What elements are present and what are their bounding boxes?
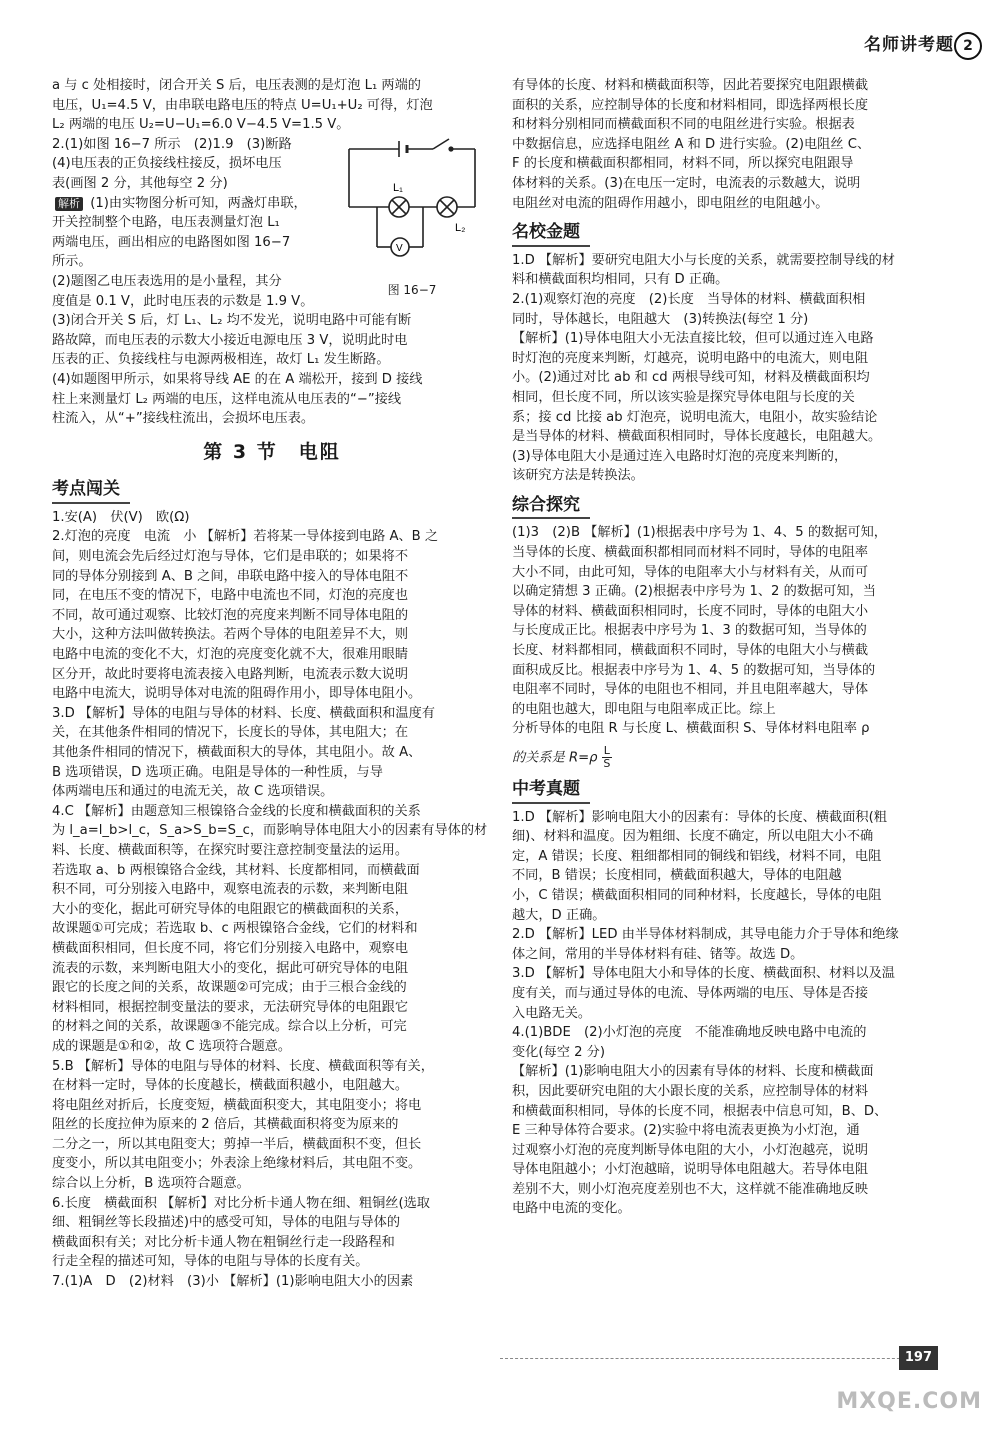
mingxiao-line: 时灯泡的亮度来判断，灯越亮，说明电路中的电流大，则电阻 [512, 350, 869, 366]
zonghe-line: 导体的材料、横截面积相同时，长度不同时，导体的电阻大小 [512, 603, 869, 619]
answer-line: 跟它的长度之间的关系，故课题②可完成；由于三根合金线的 [52, 980, 407, 996]
q2-analysis-line: 压表的正、负接线柱与电源两极相连，故灯 L₁ 发生断路。 [52, 352, 390, 368]
answer-line: 细、粗铜丝等长段描述)中的感受可知，导体的电阻与导体的 [52, 1215, 401, 1231]
mingxiao-line: 料和横截面积均相同，只有 D 正确。 [512, 272, 729, 288]
answer-line: 在材料一定时，导体的长度越长，横截面积越小，电阻越大。 [52, 1078, 409, 1094]
answer-line: 3.D 【解析】导体的电阻与导体的材料、长度、横截面积和温度有 [52, 705, 435, 721]
answer-line: 间，则电流会先后经过灯泡与导体，它们是串联的；如果将不 [52, 549, 409, 565]
answer-line: 横截面积相同，但长度不同，将它们分别接入电路中，观察电 [52, 940, 409, 956]
zhongkao-answers [512, 808, 942, 1219]
zonghe-line: 当导体的长度、横截面积都相同而材料不同时，导体的电阻率 [512, 545, 869, 561]
zhongkao-line: 差别不大，则小灯泡亮度差别也不大，这样就不能准确地反映 [512, 1181, 869, 1197]
answer-line: 7.(1)A D (2)材料 (3)小 【解析】(1)影响电阻大小的因素 [52, 1274, 414, 1290]
continued-block [512, 76, 942, 213]
q2-line: 2.(1)如图 16−7 所示 (2)1.9 (3)断路 [52, 136, 292, 152]
continued-line: 面积的关系，应控制导体的长度和材料相同，即选择两根长度 [512, 97, 869, 113]
intro-line: 电压，U₁=4.5 V，由串联电路电压的特点 U=U₁+U₂ 可得，灯泡 [52, 97, 433, 113]
answer-line: 流表的示数，来判断电阻大小的变化，据此可研究导体的电阻 [52, 960, 409, 976]
zhongkao-line: 体之间，常用的半导体材料有硅、锗等。故选 D。 [512, 946, 804, 962]
answer-line: 同，在电压不变的情况下，电路中电流也不同，灯泡的亮度也 [52, 588, 409, 604]
circuit-figure [332, 135, 492, 301]
brand-logo-icon: 2 [954, 32, 982, 60]
mingxiao-line: 小。(2)通过对比 ab 和 cd 两根导线可知，材料及横截面积均 [512, 370, 870, 386]
intro-line: L₂ 两端的电压 U₂=U−U₁=6.0 V−4.5 V=1.5 V。 [52, 117, 350, 133]
zhongkao-line: 【解析】(1)影响电阻大小的因素有导体的材料、长度和横截面 [512, 1064, 874, 1080]
mingxiao-line: 是当导体的材料、横截面积相同时，导体长度越长，电阻越大。 [512, 429, 882, 445]
answer-line: 成的课题是①和②，故 C 选项符合题意。 [52, 1038, 292, 1054]
figure-label-l1: L₁ [393, 181, 403, 194]
page-header [0, 0, 1000, 70]
answer-line: 关，在其他条件相同的情况下，长度长的导体，其电阻大；在 [52, 725, 409, 741]
zhongkao-line: 不同，B 错误；长度相同，横截面积越大，导体的电阻越 [512, 868, 842, 884]
zonghe-line: 与长度成正比。根据表中序号为 1、3 的数据可知，当导体的 [512, 623, 867, 639]
right-column [512, 76, 942, 1219]
formula-line [512, 745, 942, 770]
answer-line: 1.安(A) 伏(V) 欧(Ω) [52, 509, 190, 525]
answer-line: 二分之一，所以其电阻变大；剪掉一半后，横截面积不变，但长 [52, 1136, 422, 1152]
continued-line: 电阻丝对电流的阻碍作用越小，即电阻丝的电阻越小。 [512, 195, 829, 211]
mingxiao-answers [512, 251, 942, 486]
watermark: MXQE.COM [836, 1389, 982, 1414]
continued-line: F 的长度和横截面积都相同，材料不同，所以探究电阻跟导 [512, 156, 854, 172]
category-zhongkao: 中考真题 [512, 778, 590, 804]
mingxiao-line: 相同，但长度不同，所以该实验是探究导体电阻与长度的关 [512, 389, 855, 405]
answer-line: 同的导体分别接到 A、B 之间，串联电路中接入的导体电阻不 [52, 568, 409, 584]
answer-line: 若选取 a、b 两根镍铬合金线，其材料、长度都相同，而横截面 [52, 862, 420, 878]
zonghe-line: 面积成反比。根据表中序号为 1、4、5 的数据可知，当导体的 [512, 662, 876, 678]
zhongkao-line: 入电路无关。 [512, 1005, 592, 1021]
mingxiao-line: 该研究方法是转换法。 [512, 468, 644, 484]
mingxiao-line: 2.(1)观察灯泡的亮度 (2)长度 当导体的材料、横截面积相 [512, 291, 866, 307]
mingxiao-line: 【解析】(1)导体电阻大小无法直接比较，但可以通过连入电路 [512, 331, 874, 347]
q2-analysis-line: (3)闭合开关 S 后，灯 L₁、L₂ 均不发光，说明电路中可能有断 [52, 313, 412, 329]
answer-line: 综合以上分析，B 选项符合题意。 [52, 1176, 250, 1192]
formula-denominator: S [603, 757, 611, 770]
circuit-diagram-icon [337, 135, 487, 275]
zhongkao-line: 变化(每空 2 分) [512, 1044, 606, 1060]
zhongkao-line: 定，A 错误；长度、粗细都相同的铜线和铝线，材料不同，电阻 [512, 848, 882, 864]
q2-analysis-line: 柱上来测量灯 L₂ 两端的电压，这样电流从电压表的“−”接线 [52, 391, 402, 407]
zhongkao-line: 小，C 错误；横截面积相同的同种材料，长度越长，导体的电阻 [512, 887, 882, 903]
mingxiao-line: 系；接 cd 比接 ab 灯泡亮，说明电流大，电阻小，故实验结论 [512, 409, 878, 425]
answer-line: 电路中电流的变化不大，灯泡的亮度变化就不大，很难用眼睛 [52, 647, 409, 663]
zhongkao-line: E 三种导体符合要求。(2)实验中将电流表更换为小灯泡，通 [512, 1123, 860, 1139]
zhongkao-line: 4.(1)BDE (2)小灯泡的亮度 不能准确地反映电路中电流的 [512, 1025, 867, 1041]
intro-line: a 与 c 处相接时，闭合开关 S 后，电压表测的是灯泡 L₁ 两端的 [52, 78, 421, 93]
figure-label-l2: L₂ [455, 221, 466, 234]
mingxiao-line: (3)导体电阻大小是通过连入电路时灯泡的亮度来判断的， [512, 448, 848, 464]
zhongkao-line: 越大，D 正确。 [512, 907, 606, 923]
category-kaodian: 考点闯关 [52, 478, 130, 504]
zhongkao-line: 3.D 【解析】导体电阻大小和导体的长度、横截面积、材料以及温 [512, 966, 895, 982]
zhongkao-line: 导体电阻越小；小灯泡越暗，说明导体电阻越大。若导体电阻 [512, 1162, 869, 1178]
intro-block [52, 76, 492, 135]
answer-line: 料、长度、横截面积等，在探究时要注意控制变量法的运用。 [52, 842, 409, 858]
q2-analysis-line: 路故障，而电压表的示数大小接近电源电压 3 V，说明此时电 [52, 332, 408, 348]
mingxiao-line: 同时，导体越长，电阻越大 (3)转换法(每空 1 分) [512, 311, 809, 327]
q2-analysis-line: (2)题图乙电压表选用的是小量程，其分 [52, 273, 282, 289]
zonghe-line: (1)3 (2)B 【解析】(1)根据表中序号为 1、4、5 的数据可知， [512, 525, 887, 541]
figure-caption: 图 16−7 [387, 283, 437, 298]
answer-line: 度变小，所以其电阻变小；外表涂上绝缘材料后，其电阻不变。 [52, 1156, 422, 1172]
answer-line: 其他条件相同的情况下，横截面积大的导体，其电阻小。故 A、 [52, 745, 422, 760]
continued-line: 有导体的长度、材料和横截面积等，因此若要探究电阻跟横截 [512, 78, 869, 93]
zhongkao-line: 细)、材料和温度。因为粗细、长度不确定，所以电阻大小不确 [512, 829, 874, 845]
answer-line: 不同，故可通过观察、比较灯泡的亮度来判断不同导体电阻的 [52, 607, 409, 623]
answer-line: 4.C 【解析】由题意知三根镍铬合金线的长度和横截面积的关系 [52, 803, 421, 819]
answer-line: 的材料之间的关系，故课题③不能完成。综合以上分析，可完 [52, 1019, 407, 1035]
zonghe-line: 的电阻也越大，即电阻与电阻率成正比。综上 [512, 701, 776, 717]
section-title: 第 3 节 电阻 [203, 440, 341, 463]
answer-line: 故课题①可完成；若选取 b、c 两根镍铬合金线，它们的材料和 [52, 921, 418, 937]
q2-analysis-line: 所示。 [52, 254, 92, 270]
zhongkao-line: 电路中电流的变化。 [512, 1201, 631, 1217]
answer-line: 大小，这种方法叫做转换法。若两个导体的电阻差异不大，则 [52, 627, 409, 643]
q2-analysis-line: (1)由实物图分析可知，两盏灯串联， [90, 195, 307, 211]
continued-line: 和材料分别相同而横截面积不同的电阻丝进行实验。根据表 [512, 117, 855, 133]
answer-line: 大小的变化，据此可研究导体的电阻跟它的横截面积的关系， [52, 901, 409, 917]
q2-analysis-line: (4)如题图甲所示，如果将导线 AE 的在 A 端松开，接到 D 接线 [52, 371, 423, 387]
brand-title: 名师讲考题 [864, 35, 954, 55]
zhongkao-line: 积，因此要研究电阻的大小跟长度的关系，应控制导体的材料 [512, 1083, 869, 1099]
zhongkao-line: 过观察小灯泡的亮度判断导体电阻的大小，小灯泡越亮，说明 [512, 1142, 869, 1158]
zonghe-answers [512, 523, 942, 739]
q2-analysis-line: 柱流入，从“+”接线柱流出，会损坏电压表。 [52, 411, 315, 427]
q2-line: 表(画图 2 分，其他每空 2 分) [52, 175, 228, 191]
category-zonghe: 综合探究 [512, 494, 590, 520]
figure-label-v: V [396, 242, 403, 254]
footer-rule [500, 1358, 920, 1359]
page-number: 197 [899, 1346, 938, 1370]
answer-line: 电路中电流大，说明导体对电流的阻碍作用小，即导体电阻小。 [52, 686, 422, 702]
zonghe-line: 大小不同，由此可知，导体的电阻率大小与材料有关，从而可 [512, 564, 869, 580]
continued-line: 中数据信息，应选择电阻丝 A 和 D 进行实验。(2)电阻丝 C、 [512, 136, 871, 152]
answer-line: 积不同，可分别接入电路中，观察电流表的示数，来判断电阻 [52, 882, 409, 898]
mingxiao-line: 1.D 【解析】要研究电阻大小与长度的关系，就需要控制导线的材 [512, 252, 895, 268]
q2-line: (4)电压表的正负接线柱接反，损坏电压 [52, 156, 282, 172]
left-column [52, 76, 492, 1292]
analysis-tag: 解析 [55, 197, 83, 211]
zonghe-line: 分析导体的电阻 R 与长度 L、横截面积 S、导体材料电阻率 ρ [512, 721, 870, 737]
zhongkao-line: 度有关，而与通过导体的电流、导体两端的电压、导体是否接 [512, 985, 869, 1001]
answer-line: 行走全程的描述可知，导体的电阻与导体的长度有关。 [52, 1254, 369, 1270]
answer-line: 2.灯泡的亮度 电流 小 【解析】若将某一导体接到电路 A、B 之 [52, 529, 439, 545]
q2-analysis-line: 两端电压，画出相应的电路图如图 16−7 [52, 234, 291, 250]
zonghe-line: 电阻率不同时，导体的电阻也不相同，并且电阻率越大，导体 [512, 682, 869, 698]
zhongkao-line: 2.D 【解析】LED 由半导体材料制成，其导电能力介于导体和绝缘 [512, 927, 899, 943]
kaodian-answers [52, 508, 492, 1292]
answer-line: B 选项错误，D 选项正确。电阻是导体的一种性质，与导 [52, 764, 383, 780]
answer-line: 区分开，故此时要将电流表接入电路判断，电流表示数大说明 [52, 666, 409, 682]
answer-line: 材料相同，根据控制变量法的要求，无法研究导体的电阻跟它 [52, 999, 409, 1015]
formula-numerator: L [603, 744, 610, 757]
category-mingxiao: 名校金题 [512, 221, 590, 247]
zonghe-line: 长度、材料都相同，横截面积不同时，导体的电阻大小与横截 [512, 643, 869, 659]
answer-line: 横截面积有关；对比分析卡通人物在粗铜丝行走一段路程和 [52, 1234, 395, 1250]
answer-line: 体两端电压和通过的电流无关，故 C 选项错误。 [52, 784, 334, 800]
answer-line: 5.B 【解析】导体的电阻与导体的材料、长度、横截面积等有关， [52, 1058, 434, 1074]
q2-analysis-line: 度值是 0.1 V，此时电压表的示数是 1.9 V。 [52, 293, 314, 309]
zhongkao-line: 1.D 【解析】影响电阻大小的因素有：导体的长度、横截面积(粗 [512, 809, 887, 825]
zonghe-line: 以确定猜想 3 正确。(2)根据表中序号为 1、2 的数据可知，当 [512, 584, 876, 600]
continued-line: 体材料的关系。(3)在电压一定时，电流表的示数越大，说明 [512, 175, 861, 191]
answer-line: 为 l_a=l_b>l_c，S_a>S_b=S_c，而影响导体电阻大小的因素有导体的材 [52, 823, 488, 839]
formula-fraction [602, 745, 612, 770]
formula-text: 的关系是 R=ρ [512, 750, 598, 766]
answer-line: 6.长度 横截面积 【解析】对比分析卡通人物在细、粗铜丝(选取 [52, 1195, 430, 1211]
q2-analysis-line: 开关控制整个电路，电压表测量灯泡 L₁ [52, 215, 280, 231]
zhongkao-line: 和横截面积相同，导体的长度不同，根据表中信息可知，B、D、 [512, 1103, 888, 1119]
answer-line: 将电阻丝对折后，长度变短，横截面积变大，其电阻变小；将电 [52, 1097, 422, 1113]
answer-line: 阻丝的长度拉伸为原来的 2 倍后，其横截面积将变为原来的 [52, 1117, 399, 1133]
